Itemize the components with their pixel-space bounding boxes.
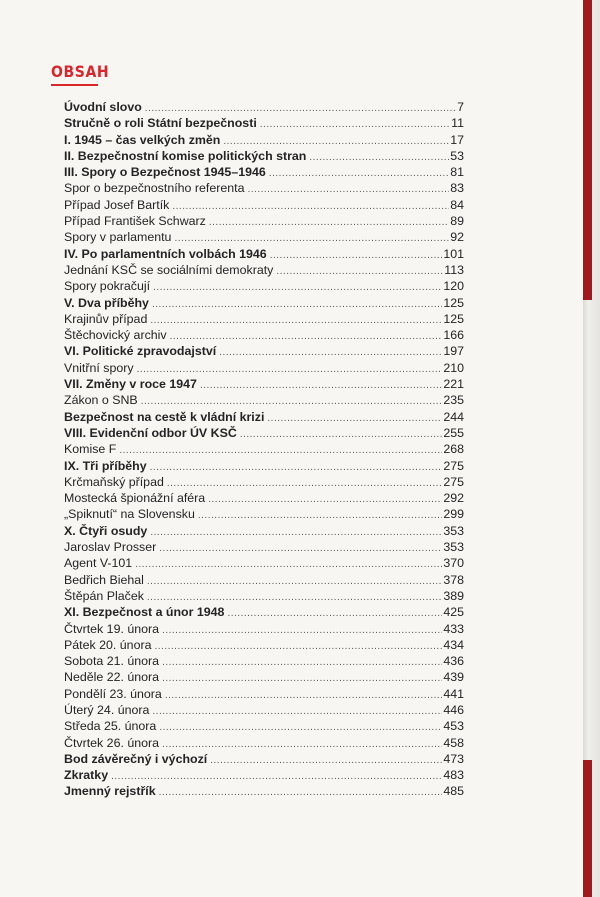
toc-entry	[64, 263, 464, 279]
toc-entry-title: Zkratky	[64, 768, 109, 783]
dot-leader	[208, 494, 442, 505]
dot-leader	[172, 201, 449, 212]
heading-underline	[51, 84, 98, 86]
toc-entry-page: 268	[443, 442, 464, 457]
toc-entry-title: Stručně o roli Státní bezpečnosti	[64, 116, 257, 131]
dot-leader	[309, 152, 449, 163]
toc-entry-title: Bedřich Biehal	[64, 572, 144, 587]
dot-leader	[141, 396, 443, 407]
dot-leader	[150, 527, 442, 538]
toc-entry	[64, 768, 464, 784]
toc-entry-page: 425	[443, 605, 464, 620]
toc-entry-page: 485	[443, 784, 464, 799]
toc-entry-page: 436	[443, 654, 464, 669]
toc-entry-page: 378	[443, 572, 464, 587]
toc-entry	[64, 605, 464, 621]
toc-entry-title: „Spiknutí“ na Slovensku	[64, 507, 195, 522]
toc-entry	[64, 230, 464, 246]
dot-leader	[119, 445, 442, 456]
dot-leader	[219, 347, 442, 358]
dot-leader	[210, 755, 442, 766]
toc-entry	[64, 622, 464, 638]
toc-entry	[64, 752, 464, 768]
dot-leader	[150, 462, 443, 473]
toc-entry-title: Neděle 22. února	[64, 670, 160, 685]
toc-entry-title: III. Spory o Bezpečnost 1945–1946	[64, 165, 266, 180]
toc-entry-title: XI. Bezpečnost a únor 1948	[64, 605, 225, 620]
toc-entry	[64, 719, 464, 735]
toc-entry-page: 453	[443, 719, 464, 734]
dot-leader	[159, 722, 442, 733]
contents-heading: OBSAH	[51, 63, 110, 82]
toc-entry-page: 483	[443, 768, 464, 783]
toc-entry	[64, 100, 464, 116]
toc-entry-page: 120	[443, 279, 464, 294]
toc-entry	[64, 279, 464, 295]
toc-entry-page: 439	[443, 670, 464, 685]
toc-entry	[64, 589, 464, 605]
toc-entry-title: Štěpán Plaček	[64, 588, 144, 603]
toc-entry	[64, 703, 464, 719]
toc-entry-page: 275	[443, 458, 464, 473]
toc-entry-page: 255	[443, 425, 464, 440]
toc-entry-title: Úterý 24. února	[64, 702, 150, 717]
toc-entry-page: 473	[443, 751, 464, 766]
toc-entry-title: Štěchovický archiv	[64, 328, 167, 343]
dot-leader	[247, 184, 449, 195]
toc-entry	[64, 784, 464, 800]
toc-entry	[64, 426, 464, 442]
dot-leader	[162, 739, 442, 750]
toc-entry	[64, 296, 464, 312]
dot-leader	[111, 771, 442, 782]
toc-entry-title: VI. Politické zpravodajství	[64, 344, 217, 359]
toc-entry	[64, 654, 464, 670]
toc-entry-page: 235	[443, 393, 464, 408]
toc-entry-title: Jmenný rejstřík	[64, 784, 156, 799]
toc-entry-page: 7	[457, 100, 464, 114]
toc-entry	[64, 312, 464, 328]
toc-entry-title: Bod závěrečný i výchozí	[64, 751, 208, 766]
toc-entry	[64, 687, 464, 703]
toc-entry	[64, 149, 464, 165]
toc-entry-title: VII. Změny v roce 1947	[64, 377, 197, 392]
toc-entry-title: Čtvrtek 19. února	[64, 621, 160, 636]
toc-entry-page: 433	[443, 621, 464, 636]
toc-entry-title: VIII. Evidenční odbor ÚV KSČ	[64, 425, 237, 440]
toc-entry-page: 81	[450, 165, 464, 180]
toc-entry	[64, 377, 464, 393]
toc-entry-title: Agent V-101	[64, 556, 133, 571]
toc-entry-page: 92	[450, 230, 464, 245]
toc-entry-page: 441	[443, 686, 464, 701]
toc-entry	[64, 491, 464, 507]
toc-entry-page: 197	[443, 344, 464, 359]
dot-leader	[267, 413, 442, 424]
dot-leader	[162, 657, 442, 668]
toc-entry-page: 101	[443, 246, 464, 261]
cover-edge-top	[583, 0, 592, 300]
dot-leader	[147, 592, 442, 603]
toc-entry-page: 353	[443, 523, 464, 538]
toc-entry-title: I. 1945 – čas velkých změn	[64, 132, 221, 147]
toc-entry-page: 53	[450, 148, 464, 163]
toc-entry	[64, 540, 464, 556]
toc-entry-title: II. Bezpečnostní komise politických stran	[64, 148, 307, 163]
dot-leader	[159, 787, 443, 798]
toc-entry-title: Krajinův případ	[64, 311, 148, 326]
toc-entry-title: Jednání KSČ se sociálními demokraty	[64, 262, 274, 277]
toc-entry-page: 434	[443, 637, 464, 652]
dot-leader	[167, 478, 442, 489]
dot-leader	[209, 217, 449, 228]
toc-entry-page: 17	[450, 132, 464, 147]
toc-entry-title: Mostecká špionážní aféra	[64, 491, 206, 506]
toc-entry-page: 221	[443, 377, 464, 392]
toc-entry-title: Krčmaňský případ	[64, 474, 164, 489]
toc-entry-page: 113	[444, 262, 464, 277]
table-of-contents	[64, 100, 464, 801]
toc-entry-title: Komise F	[64, 442, 117, 457]
toc-entry	[64, 214, 464, 230]
toc-entry-title: Vnitřní spory	[64, 360, 134, 375]
toc-entry-title: Zákon o SNB	[64, 393, 138, 408]
toc-entry-title: Jaroslav Prosser	[64, 540, 157, 555]
dot-leader	[147, 576, 442, 587]
toc-entry-title: Případ František Schwarz	[64, 214, 206, 229]
toc-entry-title: Spory pokračují	[64, 279, 151, 294]
dot-leader	[200, 380, 442, 391]
toc-entry	[64, 328, 464, 344]
toc-entry-page: 458	[443, 735, 464, 750]
dot-leader	[150, 315, 442, 326]
dot-leader	[145, 103, 456, 114]
dot-leader	[152, 706, 442, 717]
toc-entry-title: Středa 25. února	[64, 719, 157, 734]
toc-entry	[64, 556, 464, 572]
toc-entry-title: X. Čtyři osudy	[64, 523, 148, 538]
dot-leader	[270, 250, 443, 261]
dot-leader	[260, 119, 450, 130]
dot-leader	[137, 364, 443, 375]
toc-entry	[64, 442, 464, 458]
toc-entry	[64, 410, 464, 426]
toc-entry	[64, 524, 464, 540]
toc-entry-title: Pondělí 23. února	[64, 686, 162, 701]
dot-leader	[223, 136, 449, 147]
dot-leader	[155, 641, 443, 652]
toc-entry	[64, 198, 464, 214]
toc-entry-page: 299	[443, 507, 464, 522]
dot-leader	[198, 510, 442, 521]
toc-entry-page: 275	[443, 474, 464, 489]
toc-entry-page: 83	[450, 181, 464, 196]
page-edge	[583, 0, 600, 897]
toc-entry-title: Pátek 20. února	[64, 637, 152, 652]
dot-leader	[135, 559, 442, 570]
toc-entry	[64, 393, 464, 409]
toc-entry-page: 125	[443, 295, 464, 310]
toc-entry-page: 166	[443, 328, 464, 343]
toc-entry	[64, 361, 464, 377]
toc-entry	[64, 475, 464, 491]
toc-entry-title: Spor o bezpečnostního referenta	[64, 181, 245, 196]
toc-entry-page: 353	[443, 540, 464, 555]
toc-entry-page: 370	[443, 556, 464, 571]
toc-entry-title: IX. Tři příběhy	[64, 458, 147, 473]
toc-entry	[64, 344, 464, 360]
dot-leader	[170, 331, 443, 342]
toc-entry	[64, 638, 464, 654]
toc-entry	[64, 459, 464, 475]
toc-entry-title: IV. Po parlamentních volbách 1946	[64, 246, 267, 261]
toc-entry-page: 125	[443, 311, 464, 326]
toc-entry-title: Čtvrtek 26. února	[64, 735, 160, 750]
toc-entry-title: Bezpečnost na cestě k vládní krizi	[64, 409, 265, 424]
toc-entry-page: 389	[443, 588, 464, 603]
toc-entry-page: 11	[451, 116, 464, 131]
toc-entry-page: 244	[443, 409, 464, 424]
toc-entry-title: V. Dva příběhy	[64, 295, 149, 310]
toc-entry-title: Spory v parlamentu	[64, 230, 172, 245]
toc-entry-title: Sobota 21. února	[64, 654, 160, 669]
toc-entry	[64, 247, 464, 263]
dot-leader	[269, 168, 449, 179]
toc-entry	[64, 736, 464, 752]
toc-entry	[64, 181, 464, 197]
toc-entry-title: Případ Josef Bartík	[64, 197, 170, 212]
toc-entry	[64, 507, 464, 523]
toc-entry-page: 84	[450, 197, 464, 212]
toc-entry	[64, 133, 464, 149]
toc-entry	[64, 165, 464, 181]
toc-entry-title: Úvodní slovo	[64, 100, 142, 114]
dot-leader	[162, 673, 442, 684]
cover-edge-bottom	[583, 760, 592, 897]
toc-entry-page: 89	[450, 214, 464, 229]
dot-leader	[227, 608, 442, 619]
toc-entry	[64, 573, 464, 589]
toc-entry	[64, 670, 464, 686]
dot-leader	[165, 690, 442, 701]
dot-leader	[276, 266, 443, 277]
toc-entry	[64, 116, 464, 132]
dot-leader	[174, 233, 449, 244]
toc-entry-page: 292	[443, 491, 464, 506]
dot-leader	[162, 625, 442, 636]
dot-leader	[152, 299, 442, 310]
toc-entry-page: 210	[443, 360, 464, 375]
dot-leader	[159, 543, 442, 554]
toc-entry-page: 446	[443, 702, 464, 717]
dot-leader	[153, 282, 442, 293]
dot-leader	[240, 429, 443, 440]
